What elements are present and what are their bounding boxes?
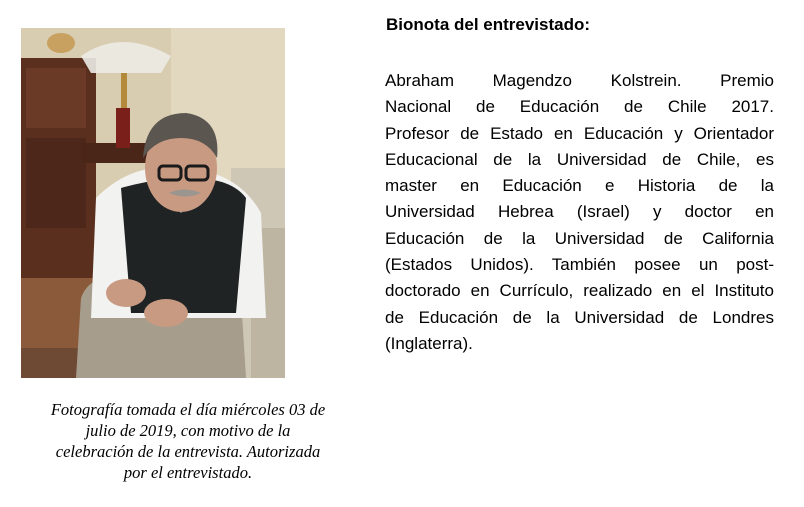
bio-line: Educacional de la Universidad de Chile, es — [385, 149, 774, 169]
bio-line: de Educación de la Universidad de Londres — [385, 307, 774, 327]
bio-line: Universidad Hebrea (Israel) y doctor en — [385, 202, 774, 222]
bio-heading: Bionota del entrevistado: — [386, 15, 591, 34]
caption-line: celebración de la entrevista. Autorizada — [55, 442, 321, 461]
photo-caption — [8, 399, 368, 483]
caption-line: por el entrevistado. — [123, 463, 253, 482]
bio-line: Nacional de Educación de Chile 2017. — [385, 97, 774, 117]
bio-line: Abraham Magendzo Kolstrein. Premio — [385, 71, 774, 90]
bio-line: master en Educación e Historia de la — [385, 176, 774, 196]
bio-line: doctorado en Currículo, realizado en el Instituto — [385, 281, 774, 301]
bio-text — [385, 68, 774, 357]
caption-line: Fotografía tomada el día miércoles 03 de — [50, 400, 326, 419]
bio-line: Profesor de Estado en Educación y Orientador — [385, 123, 774, 143]
caption-line: julio de 2019, con motivo de la — [85, 421, 291, 440]
bio-line: (Inglaterra). — [385, 333, 473, 353]
bio-line: Educación de la Universidad de California — [385, 228, 774, 248]
bio-line: (Estados Unidos). También posee un post- — [385, 255, 774, 275]
interviewee-photo — [21, 28, 285, 378]
